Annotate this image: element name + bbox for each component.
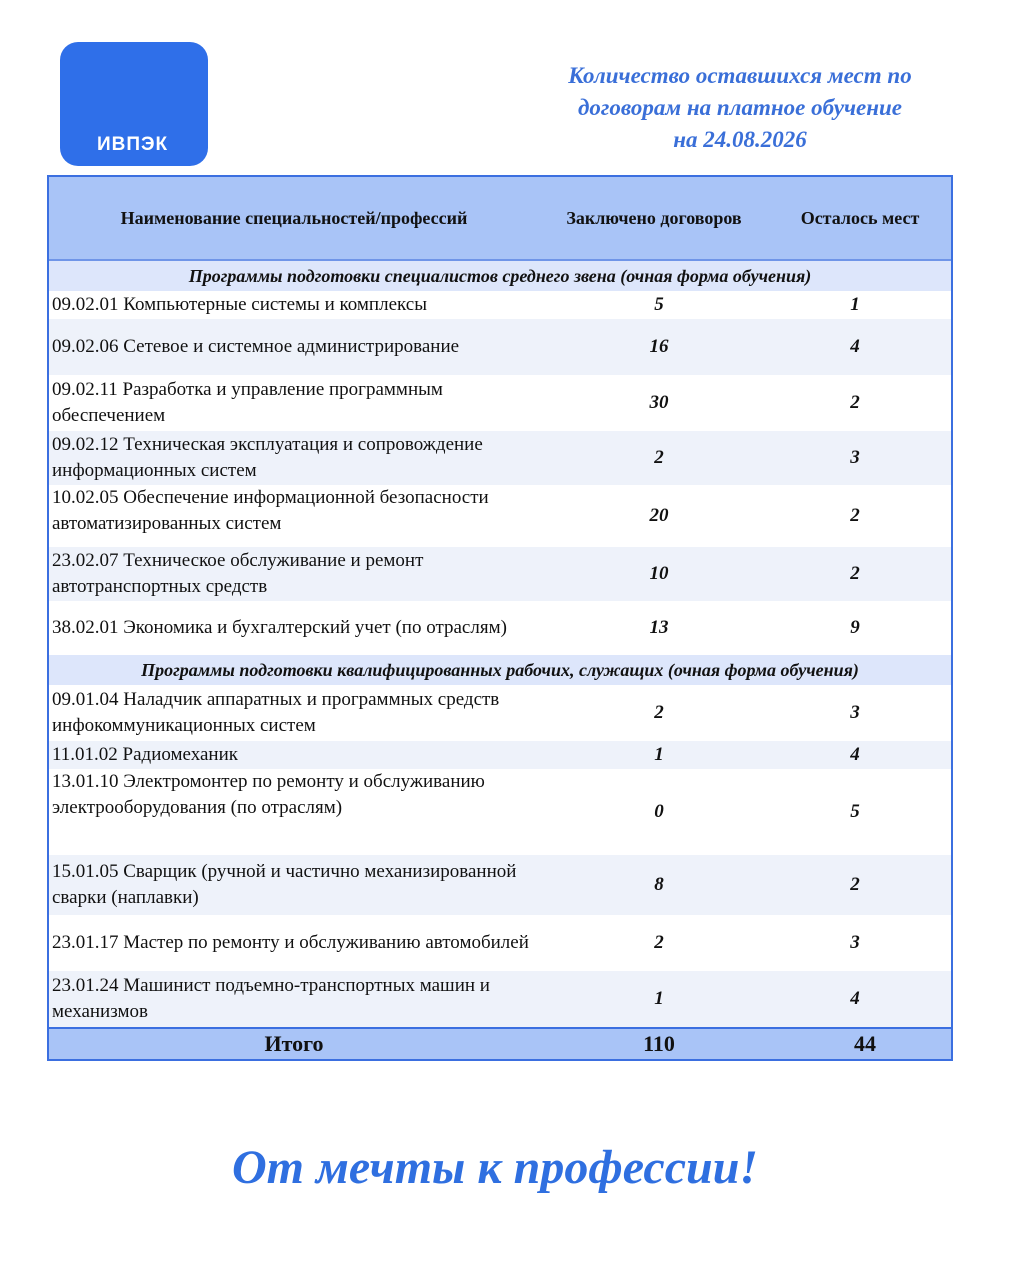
- row-remaining: 1: [850, 294, 860, 315]
- table-row: [49, 431, 951, 485]
- row-name: 23.02.07 Техническое обслуживание и ремонт автотранспортных средств: [52, 550, 424, 597]
- row-contracts: 30: [649, 392, 669, 413]
- row-contracts: 2: [654, 447, 664, 468]
- header-contracts: Заключено договоров: [566, 207, 742, 228]
- row-remaining: 9: [850, 617, 860, 638]
- row-remaining: 2: [850, 563, 860, 584]
- row-name: 09.02.01 Компьютерные системы и комплексы: [52, 294, 427, 315]
- places-table: [47, 175, 953, 1061]
- section-heading: Программы подготовки специалистов среднего звена (очная форма обучения): [49, 261, 951, 291]
- table-row: [49, 291, 951, 319]
- table-row: [49, 547, 951, 601]
- table-row: [49, 601, 951, 655]
- table-row: [49, 915, 951, 971]
- row-remaining: 3: [850, 447, 860, 468]
- title-line-3: на 24.08.2026: [673, 127, 807, 152]
- total-contracts: 110: [643, 1031, 675, 1056]
- row-remaining: 2: [850, 392, 860, 413]
- section-heading: Программы подготовки квалифицированных рабочих, служащих (очная форма обучения): [49, 655, 951, 685]
- row-remaining: 5: [850, 801, 860, 822]
- header-name: Наименование специальностей/профессий: [120, 207, 468, 228]
- row-contracts: 13: [649, 617, 669, 638]
- row-contracts: 8: [654, 874, 664, 895]
- row-contracts: 16: [649, 336, 669, 357]
- row-remaining: 4: [850, 988, 860, 1009]
- row-name: 09.02.06 Сетевое и системное администрирование: [52, 336, 460, 357]
- table-row: [49, 685, 951, 741]
- row-remaining: 2: [850, 505, 860, 526]
- row-contracts: 10: [649, 563, 669, 584]
- table-header: [49, 177, 951, 261]
- row-contracts: 1: [654, 988, 664, 1009]
- total-remaining: 44: [854, 1031, 876, 1056]
- table-row: [49, 769, 951, 855]
- row-contracts: 5: [654, 294, 664, 315]
- logo-text: ИВПЭК: [97, 134, 169, 155]
- slogan: От мечты к профессии!: [231, 1141, 759, 1194]
- title-line-2: договорам на платное обучение: [577, 95, 903, 120]
- row-name: 09.01.04 Наладчик аппаратных и программных средств инфокоммуникационных систем: [52, 689, 500, 736]
- row-name: 13.01.10 Электромонтер по ремонту и обслуживанию электрооборудования (по отраслям): [52, 771, 485, 818]
- row-contracts: 0: [654, 801, 664, 822]
- row-remaining: 4: [850, 336, 860, 357]
- row-remaining: 3: [850, 932, 860, 953]
- title-line-1: Количество оставшихся мест по: [568, 63, 912, 88]
- row-name: 38.02.01 Экономика и бухгалтерский учет (по отраслям): [52, 617, 507, 638]
- row-name: 11.01.02 Радиомеханик: [52, 744, 238, 765]
- row-contracts: 20: [649, 505, 669, 526]
- row-contracts: 1: [654, 744, 664, 765]
- table-row: [49, 855, 951, 915]
- row-name: 09.02.11 Разработка и управление программным обеспечением: [52, 379, 443, 426]
- header-remaining: Осталось мест: [800, 207, 920, 228]
- table-row: [49, 319, 951, 375]
- page-title: [520, 60, 960, 156]
- row-remaining: 3: [850, 702, 860, 723]
- row-remaining: 4: [850, 744, 860, 765]
- row-name: 15.01.05 Сварщик (ручной и частично механизированной сварки (наплавки): [52, 861, 517, 908]
- row-name: 23.01.17 Мастер по ремонту и обслуживанию автомобилей: [52, 932, 529, 953]
- row-contracts: 2: [654, 702, 664, 723]
- row-name: 10.02.05 Обеспечение информационной безопасности автоматизированных систем: [52, 487, 489, 534]
- table-row: [49, 485, 951, 547]
- row-name: 09.02.12 Техническая эксплуатация и сопровождение информационных систем: [52, 434, 483, 481]
- college-logo: [60, 42, 208, 166]
- total-label: Итого: [264, 1031, 324, 1056]
- total-row: [49, 1027, 951, 1059]
- row-remaining: 2: [850, 874, 860, 895]
- table-row: [49, 741, 951, 769]
- table-row: [49, 971, 951, 1027]
- row-name: 23.01.24 Машинист подъемно-транспортных машин и механизмов: [52, 975, 490, 1022]
- table-row: [49, 375, 951, 431]
- row-contracts: 2: [654, 932, 664, 953]
